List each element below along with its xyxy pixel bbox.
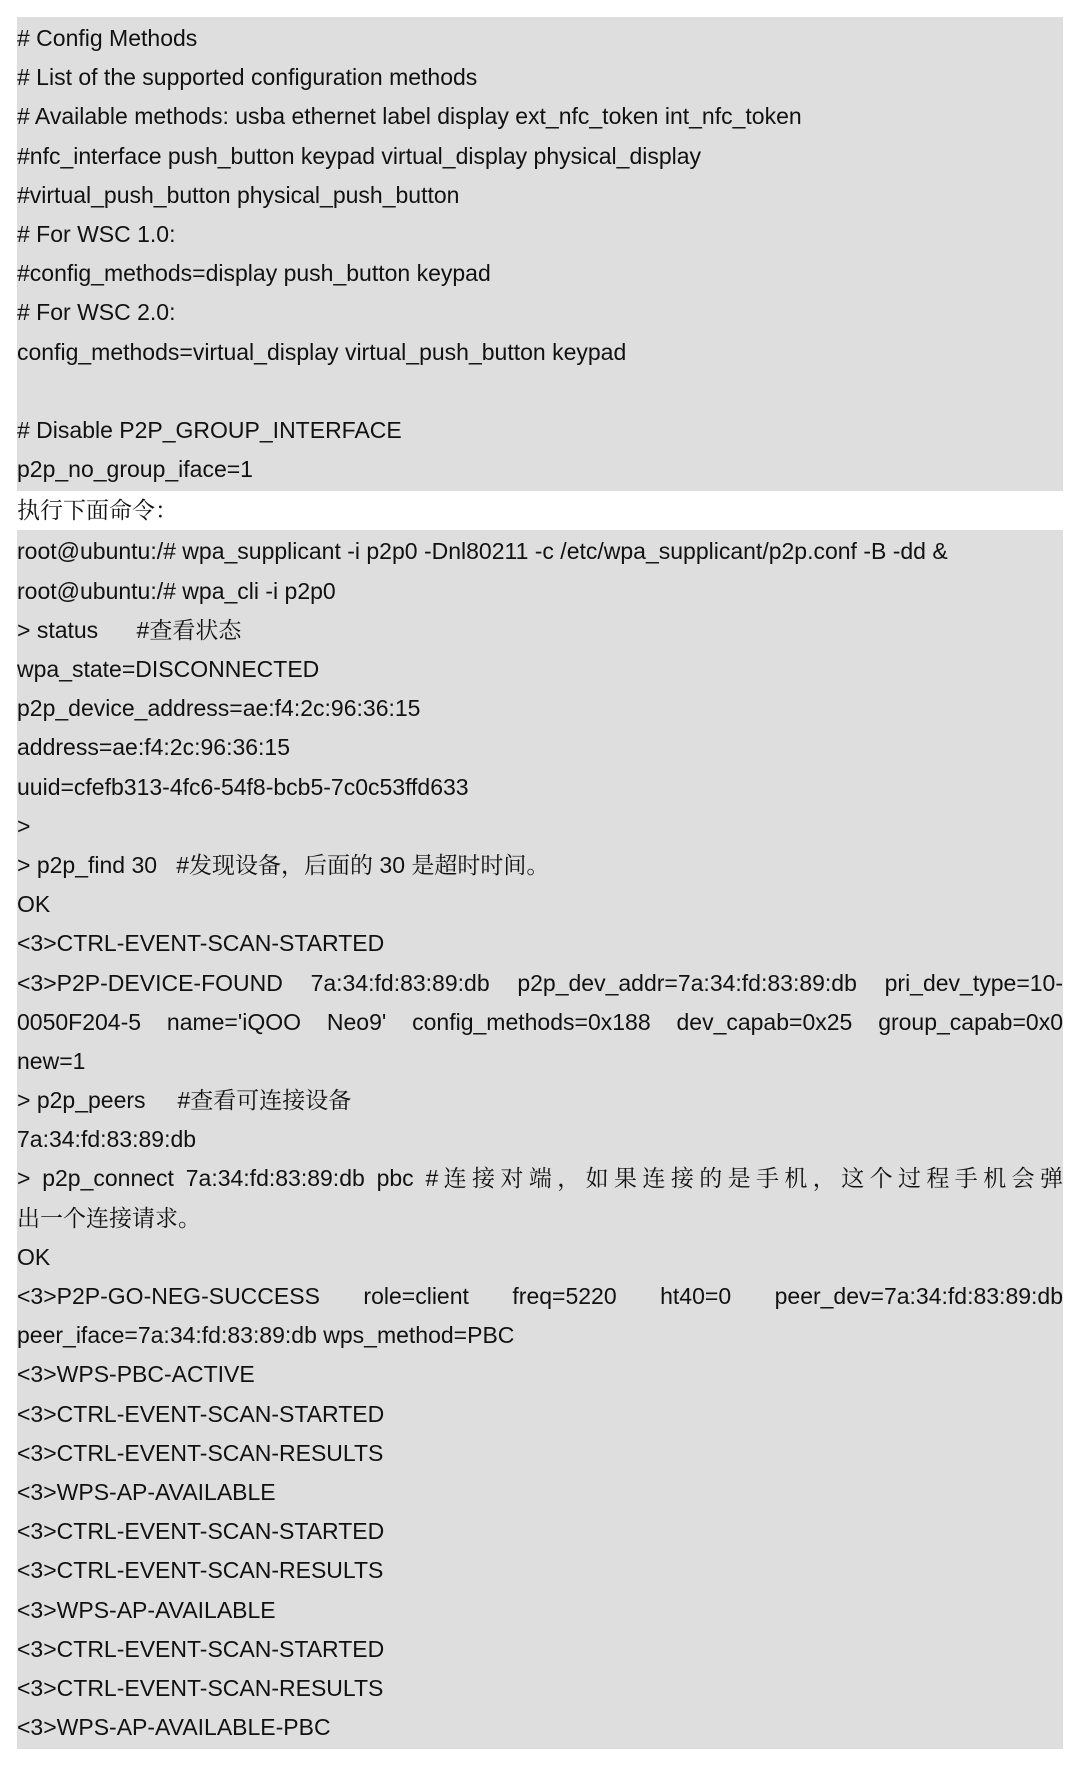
code-line: OK bbox=[17, 1243, 51, 1270]
code-line: 出一个连接请求。 bbox=[17, 1204, 201, 1231]
code-line: config_methods=virtual_display virtual_push_button keypad bbox=[17, 338, 627, 365]
code-line: <3>CTRL-EVENT-SCAN-RESULTS bbox=[17, 1674, 384, 1701]
code-line: > p2p_connect 7a:34:fd:83:89:db pbc #连接对端，如果连接的是手机，这个过程手机会弹 bbox=[17, 1165, 1063, 1192]
code-line: <3>P2P-GO-NEG-SUCCESS role=client freq=5220 ht40=0 peer_dev=7a:34:fd:83:89:db bbox=[17, 1283, 1063, 1309]
code-line: > p2p_find 30 #发现设备，后面的 30 是超时时间。 bbox=[17, 851, 550, 878]
code-line: address=ae:f4:2c:96:36:15 bbox=[17, 734, 291, 761]
code-line: # Available methods: usba ethernet label display ext_nfc_token int_nfc_token bbox=[17, 103, 802, 130]
code-line: > p2p_peers #查看可连接设备 bbox=[17, 1087, 352, 1114]
code-line: new=1 bbox=[17, 1047, 86, 1074]
config-code-block bbox=[17, 17, 1063, 491]
code-line: uuid=cfefb313-4fc6-54f8-bcb5-7c0c53ffd633 bbox=[17, 773, 469, 800]
code-line-blank bbox=[17, 372, 1063, 411]
code-line: # Config Methods bbox=[17, 25, 198, 51]
code-line: <3>WPS-AP-AVAILABLE bbox=[17, 1478, 276, 1505]
code-line: <3>CTRL-EVENT-SCAN-STARTED bbox=[17, 1635, 385, 1662]
code-line: root@ubuntu:/# wpa_supplicant -i p2p0 -Dnl80211 -c /etc/wpa_supplicant/p2p.conf -B -dd & bbox=[17, 538, 948, 565]
code-line: <3>CTRL-EVENT-SCAN-RESULTS bbox=[17, 1557, 384, 1584]
code-line: peer_iface=7a:34:fd:83:89:db wps_method=PBC bbox=[17, 1322, 515, 1349]
code-line: <3>CTRL-EVENT-SCAN-STARTED bbox=[17, 930, 385, 957]
document-page bbox=[17, 17, 1063, 1749]
code-line: # List of the supported configuration methods bbox=[17, 64, 478, 91]
code-line: #nfc_interface push_button keypad virtual_display physical_display bbox=[17, 142, 702, 169]
code-line: OK bbox=[17, 891, 51, 918]
code-line: p2p_device_address=ae:f4:2c:96:36:15 bbox=[17, 695, 421, 722]
code-line: <3>P2P-DEVICE-FOUND 7a:34:fd:83:89:db p2p_dev_addr=7a:34:fd:83:89:db pri_dev_type=10- bbox=[17, 969, 1063, 996]
code-line: > bbox=[17, 812, 31, 839]
code-line: wpa_state=DISCONNECTED bbox=[17, 656, 320, 682]
code-line: <3>WPS-PBC-ACTIVE bbox=[17, 1361, 255, 1388]
code-line: <3>CTRL-EVENT-SCAN-STARTED bbox=[17, 1400, 385, 1427]
code-line: > status #查看状态 bbox=[17, 616, 242, 643]
code-line: root@ubuntu:/# wpa_cli -i p2p0 bbox=[17, 577, 336, 604]
code-line: <3>WPS-AP-AVAILABLE bbox=[17, 1596, 276, 1623]
code-line: 0050F204-5 name='iQOO Neo9' config_methods=0x188 dev_capab=0x25 group_capab=0x0 bbox=[17, 1008, 1063, 1035]
code-line: <3>CTRL-EVENT-SCAN-STARTED bbox=[17, 1518, 385, 1545]
instruction-text: 执行下面命令： bbox=[17, 491, 1063, 530]
code-line: <3>WPS-AP-AVAILABLE-PBC bbox=[17, 1714, 331, 1741]
code-line: p2p_no_group_iface=1 bbox=[17, 456, 253, 483]
command-code-block bbox=[17, 530, 1063, 1749]
code-line: #virtual_push_button physical_push_button bbox=[17, 181, 460, 208]
code-line: # Disable P2P_GROUP_INTERFACE bbox=[17, 416, 402, 443]
code-line: #config_methods=display push_button keypad bbox=[17, 260, 491, 287]
code-line: # For WSC 2.0: bbox=[17, 299, 176, 326]
code-line: <3>CTRL-EVENT-SCAN-RESULTS bbox=[17, 1439, 384, 1466]
code-line: # For WSC 1.0: bbox=[17, 220, 176, 247]
code-line: 7a:34:fd:83:89:db bbox=[17, 1126, 197, 1153]
